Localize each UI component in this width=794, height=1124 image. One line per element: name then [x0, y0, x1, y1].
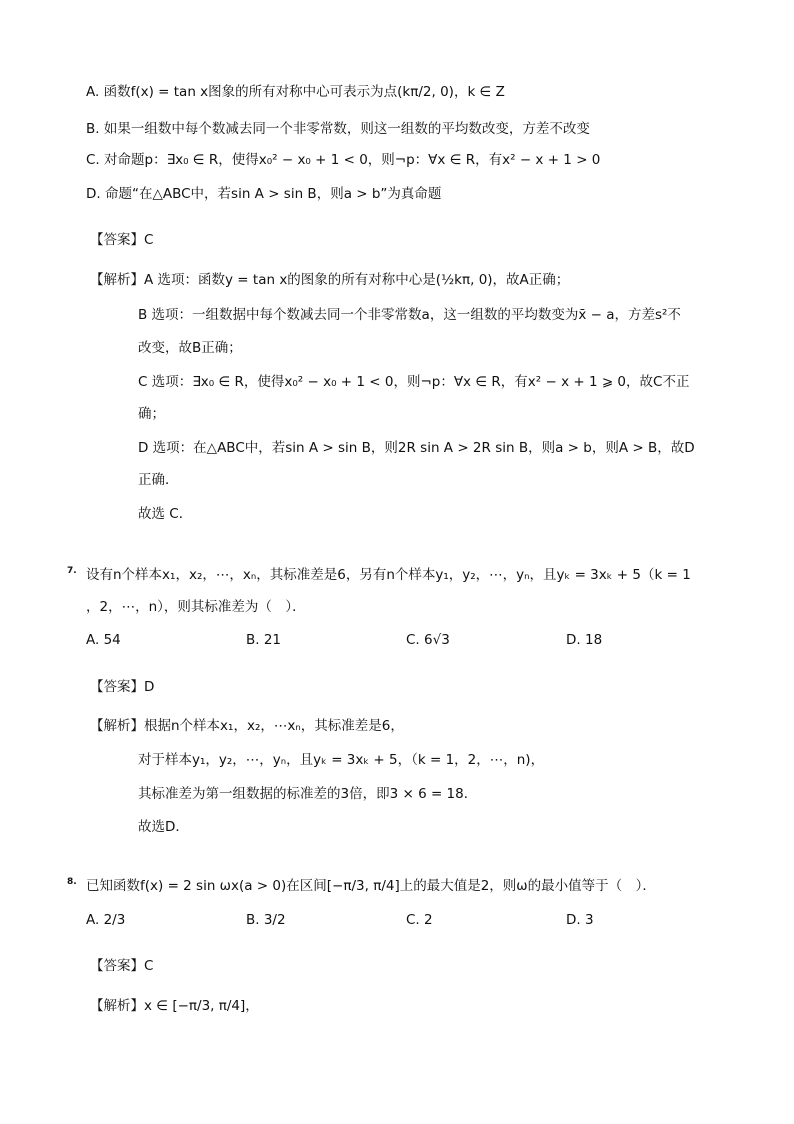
q8-option-b: B. 3/2: [246, 912, 286, 928]
q7-analysis-line: 其标准差为第一组数据的标准差的3倍，即3 × 6 = 18．: [138, 786, 478, 802]
q6-analysis-line: 确；: [138, 406, 165, 422]
q8-number: 8.: [67, 877, 77, 887]
q6-option-a: A. 函数f(x) = tan x图象的所有对称中心可表示为点(kπ/2, 0)，k ∈ Z: [86, 84, 505, 100]
q7-option-c: C. 6√3: [406, 632, 450, 648]
q6-analysis-line: B 选项：一组数据中每个数减去同一个非零常数a，这一组数的平均数变为x̄ − a，方差s²不: [138, 307, 681, 323]
q6-analysis-line: 正确．: [138, 472, 179, 488]
q6-analysis-line: C 选项：∃x₀ ∈ R，使得x₀² − x₀ + 1 < 0，则¬p：∀x ∈ R，有x² − x + 1 ⩾ 0，故C不正: [138, 374, 690, 390]
q8-option-a: A. 2/3: [86, 912, 126, 928]
q8-stem: 已知函数f(x) = 2 sin ωx(a > 0)在区间[−π/3, π/4]上的最大值是2，则ω的最小值等于（ ）．: [86, 878, 656, 894]
q8-analysis-line: 【解析】x ∈ [−π/3, π/4]，: [90, 998, 259, 1014]
q7-analysis-line: 故选D．: [138, 819, 189, 835]
q7-option-b: B. 21: [246, 632, 282, 648]
q7-stem-line: ，2，⋯，n），则其标准差为（ ）．: [86, 599, 306, 615]
q6-analysis-line: 故选 C．: [138, 506, 193, 522]
q7-analysis-line: 对于样本y₁，y₂，⋯，yₙ，且yₖ = 3xₖ + 5，（k = 1，2，⋯，n)，: [138, 752, 545, 768]
q8-answer: 【答案】C: [90, 958, 154, 974]
q6-answer: 【答案】C: [90, 232, 154, 248]
q7-analysis-line: 【解析】根据n个样本x₁，x₂，⋯xₙ，其标准差是6，: [90, 718, 404, 734]
q7-number: 7.: [67, 566, 77, 576]
q7-option-d: D. 18: [566, 632, 603, 648]
q6-analysis-line: 【解析】A 选项：函数y = tan x的图象的所有对称中心是(½kπ, 0)，故A正确；: [90, 272, 570, 288]
q6-analysis-line: D 选项：在△ABC中，若sin A > sin B，则2R sin A > 2R sin B，则a > b，则A > B，故D: [138, 440, 695, 456]
q6-option-c: C. 对命题p：∃x₀ ∈ R，使得x₀² − x₀ + 1 < 0，则¬p：∀x ∈ R，有x² − x + 1 > 0: [86, 152, 601, 168]
q7-answer: 【答案】D: [90, 679, 155, 695]
q8-option-d: D. 3: [566, 912, 594, 928]
q7-stem-line: 设有n个样本x₁，x₂，⋯，xₙ，其标准差是6，另有n个样本y₁，y₂，⋯，yₙ，且yₖ = 3xₖ + 5（k = 1: [86, 567, 691, 583]
q7-option-a: A. 54: [86, 632, 121, 648]
q6-option-d: D. 命题“在△ABC中，若sin A > sin B，则a > b”为真命题: [86, 186, 442, 202]
q6-analysis-line: 改变，故B正确；: [138, 340, 242, 356]
q8-option-c: C. 2: [406, 912, 433, 928]
q6-option-b: B. 如果一组数中每个数减去同一个非零常数，则这一组数的平均数改变，方差不改变: [86, 121, 590, 137]
